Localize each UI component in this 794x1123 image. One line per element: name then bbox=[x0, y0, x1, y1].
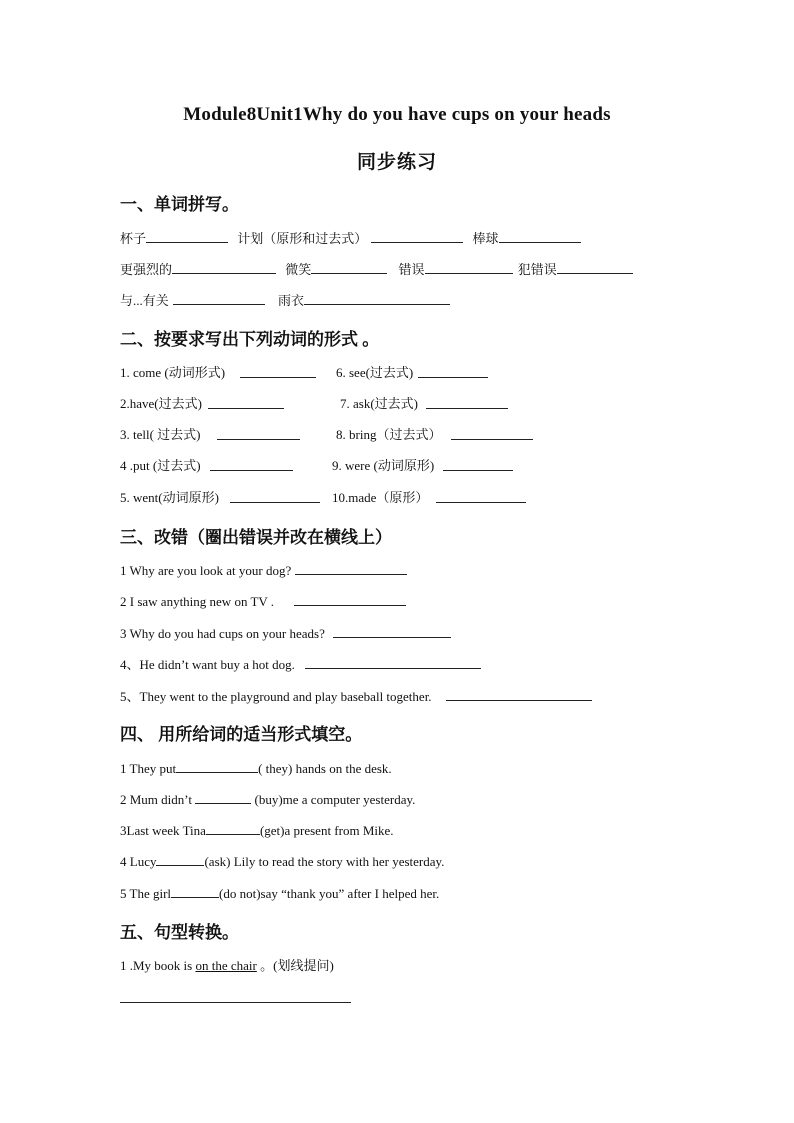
correction-sentence: 4、He didn’t want buy a hot dog. bbox=[120, 657, 295, 672]
fill-item-5 bbox=[120, 884, 439, 903]
section2-heading: 二、按要求写出下列动词的形式 。 bbox=[120, 330, 380, 349]
section5-heading: 五、句型转换。 bbox=[120, 923, 239, 942]
section1-row-2 bbox=[120, 260, 633, 279]
correction-item-2 bbox=[120, 592, 406, 611]
correction-item-5 bbox=[120, 687, 592, 706]
fill-text: 1 They put bbox=[120, 761, 177, 776]
answer-blank[interactable] bbox=[446, 687, 592, 701]
answer-blank[interactable] bbox=[333, 624, 451, 638]
correction-sentence: 2 I saw anything new on TV . bbox=[120, 594, 275, 609]
word-mistake: 错误 bbox=[398, 262, 425, 277]
fill-text: ( they) hands on the desk. bbox=[258, 761, 392, 776]
correction-sentence: 3 Why do you had cups on your heads? bbox=[120, 626, 325, 641]
word-raincoat: 雨衣 bbox=[278, 293, 305, 308]
fill-item-2 bbox=[120, 790, 415, 809]
fill-item-3 bbox=[120, 821, 394, 840]
section4-heading: 四、 用所给词的适当形式填空。 bbox=[120, 725, 363, 744]
answer-blank[interactable] bbox=[426, 395, 508, 409]
answer-blank[interactable] bbox=[240, 364, 316, 378]
correction-sentence: 1 Why are you look at your dog? bbox=[120, 563, 292, 578]
section1-heading: 一、单词拼写。 bbox=[120, 195, 239, 214]
verb-item-9: 9. were (动词原形) bbox=[332, 458, 435, 473]
section3-heading: 三、改错（圈出错误并改在横线上） bbox=[120, 528, 392, 547]
word-cup: 杯子 bbox=[120, 231, 147, 246]
answer-blank[interactable] bbox=[195, 790, 251, 804]
answer-blank[interactable] bbox=[418, 364, 488, 378]
fill-text: 2 Mum didn’t bbox=[120, 792, 196, 807]
answer-blank[interactable] bbox=[230, 489, 320, 503]
answer-blank[interactable] bbox=[305, 655, 481, 669]
verb-item-10: 10.made（原形） bbox=[332, 490, 429, 505]
verb-item-7: 7. ask(过去式) bbox=[340, 396, 418, 411]
answer-blank[interactable] bbox=[210, 457, 293, 471]
answer-blank[interactable] bbox=[172, 260, 276, 274]
section1-row-1 bbox=[120, 229, 581, 248]
answer-blank[interactable] bbox=[499, 229, 581, 243]
verb-item-8: 8. bring（过去式） bbox=[336, 427, 442, 442]
fill-text: (buy)me a computer yesterday. bbox=[251, 792, 416, 807]
verb-item-1: 1. come (动词形式) bbox=[120, 365, 226, 380]
verb-item-3: 3. tell( 过去式) bbox=[120, 427, 201, 442]
correction-item-1 bbox=[120, 561, 407, 580]
answer-blank[interactable] bbox=[176, 759, 258, 773]
word-baseball: 棒球 bbox=[472, 231, 499, 246]
underlined-phrase: on the chair bbox=[195, 958, 257, 973]
answer-blank[interactable] bbox=[156, 852, 204, 866]
answer-blank[interactable] bbox=[208, 395, 284, 409]
answer-blank[interactable] bbox=[436, 489, 526, 503]
answer-blank[interactable] bbox=[557, 260, 633, 274]
word-related-to: 与...有关 bbox=[120, 293, 169, 308]
worksheet-subtitle: 同步练习 bbox=[356, 152, 437, 173]
answer-blank[interactable] bbox=[171, 884, 219, 898]
transform-text: 1 .My book is bbox=[120, 958, 196, 973]
verb-item-6: 6. see(过去式) bbox=[336, 365, 414, 380]
answer-blank[interactable] bbox=[425, 260, 513, 274]
transform-text: 。(划线提问) bbox=[256, 958, 334, 973]
section1-row-3 bbox=[120, 291, 450, 310]
fill-text: (ask) Lily to read the story with her yesterday. bbox=[204, 854, 445, 869]
answer-blank[interactable] bbox=[173, 291, 265, 305]
correction-sentence: 5、They went to the playground and play baseball together. bbox=[120, 689, 432, 704]
answer-blank[interactable] bbox=[371, 229, 463, 243]
verb-item-4: 4 .put (过去式) bbox=[120, 458, 201, 473]
fill-text: 5 The girl bbox=[120, 886, 172, 901]
answer-blank[interactable] bbox=[146, 229, 228, 243]
fill-item-4 bbox=[120, 852, 444, 871]
word-make-mistake: 犯错误 bbox=[517, 262, 557, 277]
answer-blank[interactable] bbox=[443, 457, 513, 471]
fill-text: (get)a present from Mike. bbox=[259, 823, 394, 838]
word-smile: 微笑 bbox=[285, 262, 312, 277]
answer-blank[interactable] bbox=[311, 260, 387, 274]
worksheet-title: Module8Unit1Why do you have cups on your heads bbox=[183, 104, 611, 125]
answer-blank[interactable] bbox=[294, 592, 406, 606]
verb-item-2: 2.have(过去式) bbox=[120, 396, 202, 411]
answer-blank[interactable] bbox=[295, 561, 407, 575]
correction-item-4 bbox=[120, 655, 481, 674]
answer-blank[interactable] bbox=[217, 426, 300, 440]
correction-item-3 bbox=[120, 624, 451, 643]
word-stronger: 更强烈的 bbox=[120, 262, 173, 277]
answer-line[interactable] bbox=[120, 1001, 351, 1003]
verb-item-5: 5. went(动词原形) bbox=[120, 490, 219, 505]
answer-blank[interactable] bbox=[304, 291, 450, 305]
fill-text: 3Last week Tina bbox=[120, 823, 206, 838]
word-plan: 计划（原形和过去式） bbox=[237, 231, 368, 246]
answer-blank[interactable] bbox=[451, 426, 533, 440]
fill-text: (do not)say “thank you” after I helped her. bbox=[219, 886, 440, 901]
fill-item-1 bbox=[120, 759, 392, 778]
fill-text: 4 Lucy bbox=[120, 854, 157, 869]
transform-item-1 bbox=[120, 957, 334, 975]
answer-blank[interactable] bbox=[206, 821, 260, 835]
